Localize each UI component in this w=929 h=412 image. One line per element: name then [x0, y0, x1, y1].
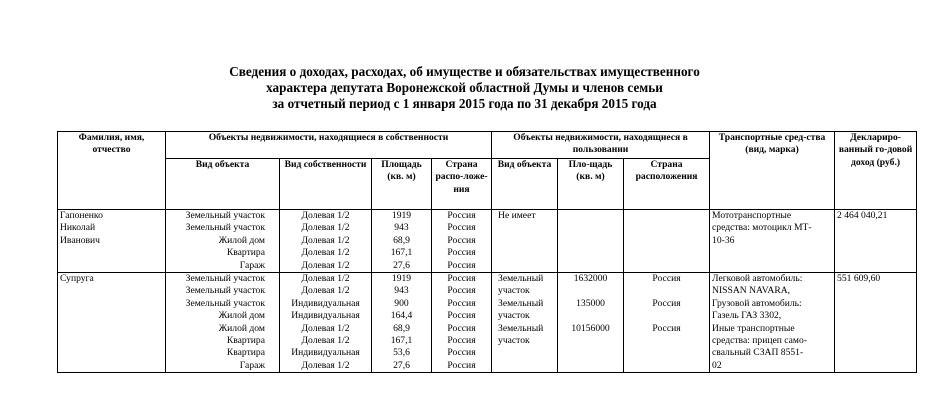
cell-ownership-line: Долевая 1/2 — [301, 259, 350, 271]
header-owned-area: Площадь (кв. м) — [372, 159, 432, 210]
cell-name-line: Иванович — [60, 234, 101, 246]
cell-used-country-line: Россия — [652, 297, 681, 309]
table-row — [58, 210, 917, 273]
cell-ownership-line: Долевая 1/2 — [301, 273, 350, 285]
cell-area-line: 164,4 — [390, 310, 413, 322]
title-line-3: за отчетный период с 1 января 2015 года по 31 декабря 2015 года — [272, 96, 657, 111]
cell-country-line: Россия — [447, 322, 476, 334]
cell-country-line: Россия — [447, 297, 476, 309]
header-used: Объекты недвижимости, находящиеся в пользовании — [492, 132, 710, 159]
cell-transport — [710, 273, 835, 373]
cell-transport-line: NISSAN NAVARA, — [712, 285, 791, 297]
cell-used-type — [492, 273, 558, 373]
cell-area-line: 167,1 — [390, 335, 413, 347]
cell-used-type-line: Земельный — [498, 322, 544, 334]
cell-country-line: Россия — [447, 234, 476, 246]
cell-owned-type-line: Квартира — [226, 347, 265, 359]
cell-area-line: 27,6 — [393, 259, 410, 271]
cell-country-line: Россия — [447, 247, 476, 259]
cell-country-line: Россия — [447, 259, 476, 271]
cell-used-type-line: Земельный — [498, 297, 544, 309]
cell-owned-type-line: Квартира — [226, 247, 265, 259]
cell-used-country — [624, 273, 710, 373]
cell-area-line: 1919 — [391, 210, 412, 221]
cell-name-line: Гапоненко — [60, 210, 103, 221]
cell-country-line: Россия — [447, 347, 476, 359]
cell-income-line: 551 609,60 — [837, 273, 881, 285]
cell-used-area-line — [560, 310, 621, 322]
header-owned-country: Страна распо-ложе-ния — [432, 159, 492, 210]
cell-owned-type — [166, 210, 280, 273]
cell-ownership-line: Долевая 1/2 — [301, 359, 350, 371]
cell-owned-type-line: Земельный участок — [185, 273, 265, 285]
cell-transport-line: средства: прицеп само- — [712, 335, 807, 347]
cell-used-country — [624, 210, 710, 273]
cell-used-type-line: Не имеет — [498, 210, 536, 221]
cell-name — [58, 210, 166, 273]
cell-ownership-line: Долевая 1/2 — [301, 322, 350, 334]
cell-owned-type-line: Земельный участок — [185, 297, 265, 309]
cell-area-line: 1919 — [391, 273, 412, 285]
title-line-2: характера депутата Воронежской областной Думы и членов семьи — [266, 80, 663, 95]
cell-area-line: 943 — [394, 285, 409, 297]
cell-name-line: Супруга — [60, 273, 94, 285]
cell-transport-line: Легковой автомобиль: — [712, 273, 803, 285]
cell-used-area-line: 135000 — [576, 297, 605, 309]
header-used-type: Вид объекта — [492, 159, 558, 210]
cell-income — [835, 273, 917, 373]
cell-used-area — [558, 273, 624, 373]
cell-country-line: Россия — [447, 359, 476, 371]
header-used-area: Пло-щадь (кв. м) — [558, 159, 624, 210]
header-owned-ownership: Вид собственности — [280, 159, 372, 210]
header-name: Фамилия, имя, отчество — [58, 132, 166, 210]
cell-ownership — [280, 210, 372, 273]
cell-used-country-line — [626, 335, 707, 347]
cell-country — [432, 273, 492, 373]
cell-owned-type-line: Жилой дом — [218, 322, 265, 334]
cell-country — [432, 210, 492, 273]
cell-used-area-line — [560, 285, 621, 297]
cell-ownership-line: Долевая 1/2 — [301, 285, 350, 297]
cell-country-line: Россия — [447, 285, 476, 297]
cell-transport-line: средства: мотоцикл МТ- — [712, 222, 812, 234]
cell-country-line: Россия — [447, 210, 476, 221]
header-income: Деклариро-ванный го-довой доход (руб.) — [835, 132, 917, 210]
table-row — [58, 273, 917, 373]
cell-owned-type-line: Гараж — [239, 359, 265, 371]
cell-ownership-line: Индивидуальная — [291, 310, 360, 322]
cell-owned-type-line: Гараж — [239, 259, 265, 271]
cell-owned-type-line: Земельный участок — [185, 210, 265, 221]
cell-area-line: 53,6 — [393, 347, 410, 359]
cell-area — [372, 210, 432, 273]
cell-used-area — [558, 210, 624, 273]
cell-transport-line: 02 — [712, 359, 722, 371]
cell-owned-type-line: Земельный участок — [185, 222, 265, 234]
cell-country-line: Россия — [447, 310, 476, 322]
cell-name-line: Николай — [60, 222, 96, 234]
header-used-country: Страна расположения — [624, 159, 710, 210]
cell-income-line: 2 464 040,21 — [837, 210, 888, 221]
cell-used-area-line: 10156000 — [571, 322, 610, 334]
declaration-table — [57, 131, 917, 373]
cell-used-type — [492, 210, 558, 273]
cell-ownership-line: Долевая 1/2 — [301, 210, 350, 221]
cell-ownership-line: Долевая 1/2 — [301, 247, 350, 259]
cell-used-type-line: участок — [498, 335, 530, 347]
header-transport: Транспортные сред-ства (вид, марка) — [710, 132, 835, 210]
cell-used-area-line — [560, 335, 621, 347]
cell-owned-type — [166, 273, 280, 373]
cell-owned-type-line: Квартира — [226, 335, 265, 347]
cell-area-line: 68,9 — [393, 322, 410, 334]
cell-transport-line: Газель ГАЗ 3302, — [712, 310, 782, 322]
cell-area-line: 167,1 — [390, 247, 413, 259]
cell-ownership-line: Индивидуальная — [291, 297, 360, 309]
header-owned-type: Вид объекта — [166, 159, 280, 210]
cell-area-line: 900 — [394, 297, 409, 309]
cell-name — [58, 273, 166, 373]
cell-transport-line: свальный СЗАП 8551- — [712, 347, 804, 359]
cell-country-line: Россия — [447, 335, 476, 347]
cell-used-country-line — [626, 285, 707, 297]
cell-used-country-line: Россия — [652, 273, 681, 285]
header-owned: Объекты недвижимости, находящиеся в собственности — [166, 132, 492, 159]
cell-area-line: 68,9 — [393, 234, 410, 246]
cell-transport — [710, 210, 835, 273]
cell-used-type-line: участок — [498, 310, 530, 322]
cell-transport-line: Иные транспортные — [712, 322, 795, 334]
cell-country-line: Россия — [447, 273, 476, 285]
cell-country-line: Россия — [447, 222, 476, 234]
cell-area-line: 943 — [394, 222, 409, 234]
cell-transport-line: Мототранспортные — [712, 210, 792, 221]
cell-ownership-line: Долевая 1/2 — [301, 335, 350, 347]
cell-used-area-line: 1632000 — [573, 273, 608, 285]
cell-used-country-line — [626, 310, 707, 322]
cell-transport-line: 10-36 — [712, 234, 735, 246]
cell-area-line: 27,6 — [393, 359, 410, 371]
cell-owned-type-line: Земельный участок — [185, 285, 265, 297]
cell-owned-type-line: Жилой дом — [218, 310, 265, 322]
cell-used-type-line: Земельный — [498, 273, 544, 285]
cell-transport-line: Грузовой автомобиль: — [712, 297, 802, 309]
table-body — [58, 210, 917, 373]
title-line-1: Сведения о доходах, расходах, об имуществе и обязательствах имущественного — [229, 64, 700, 79]
cell-ownership-line: Долевая 1/2 — [301, 234, 350, 246]
cell-income — [835, 210, 917, 273]
cell-ownership — [280, 273, 372, 373]
cell-ownership-line: Долевая 1/2 — [301, 222, 350, 234]
cell-ownership-line: Индивидуальная — [291, 347, 360, 359]
cell-used-country-line: Россия — [652, 322, 681, 334]
cell-used-type-line: участок — [498, 285, 530, 297]
document-title — [0, 64, 929, 112]
cell-area — [372, 273, 432, 373]
cell-owned-type-line: Жилой дом — [218, 234, 265, 246]
